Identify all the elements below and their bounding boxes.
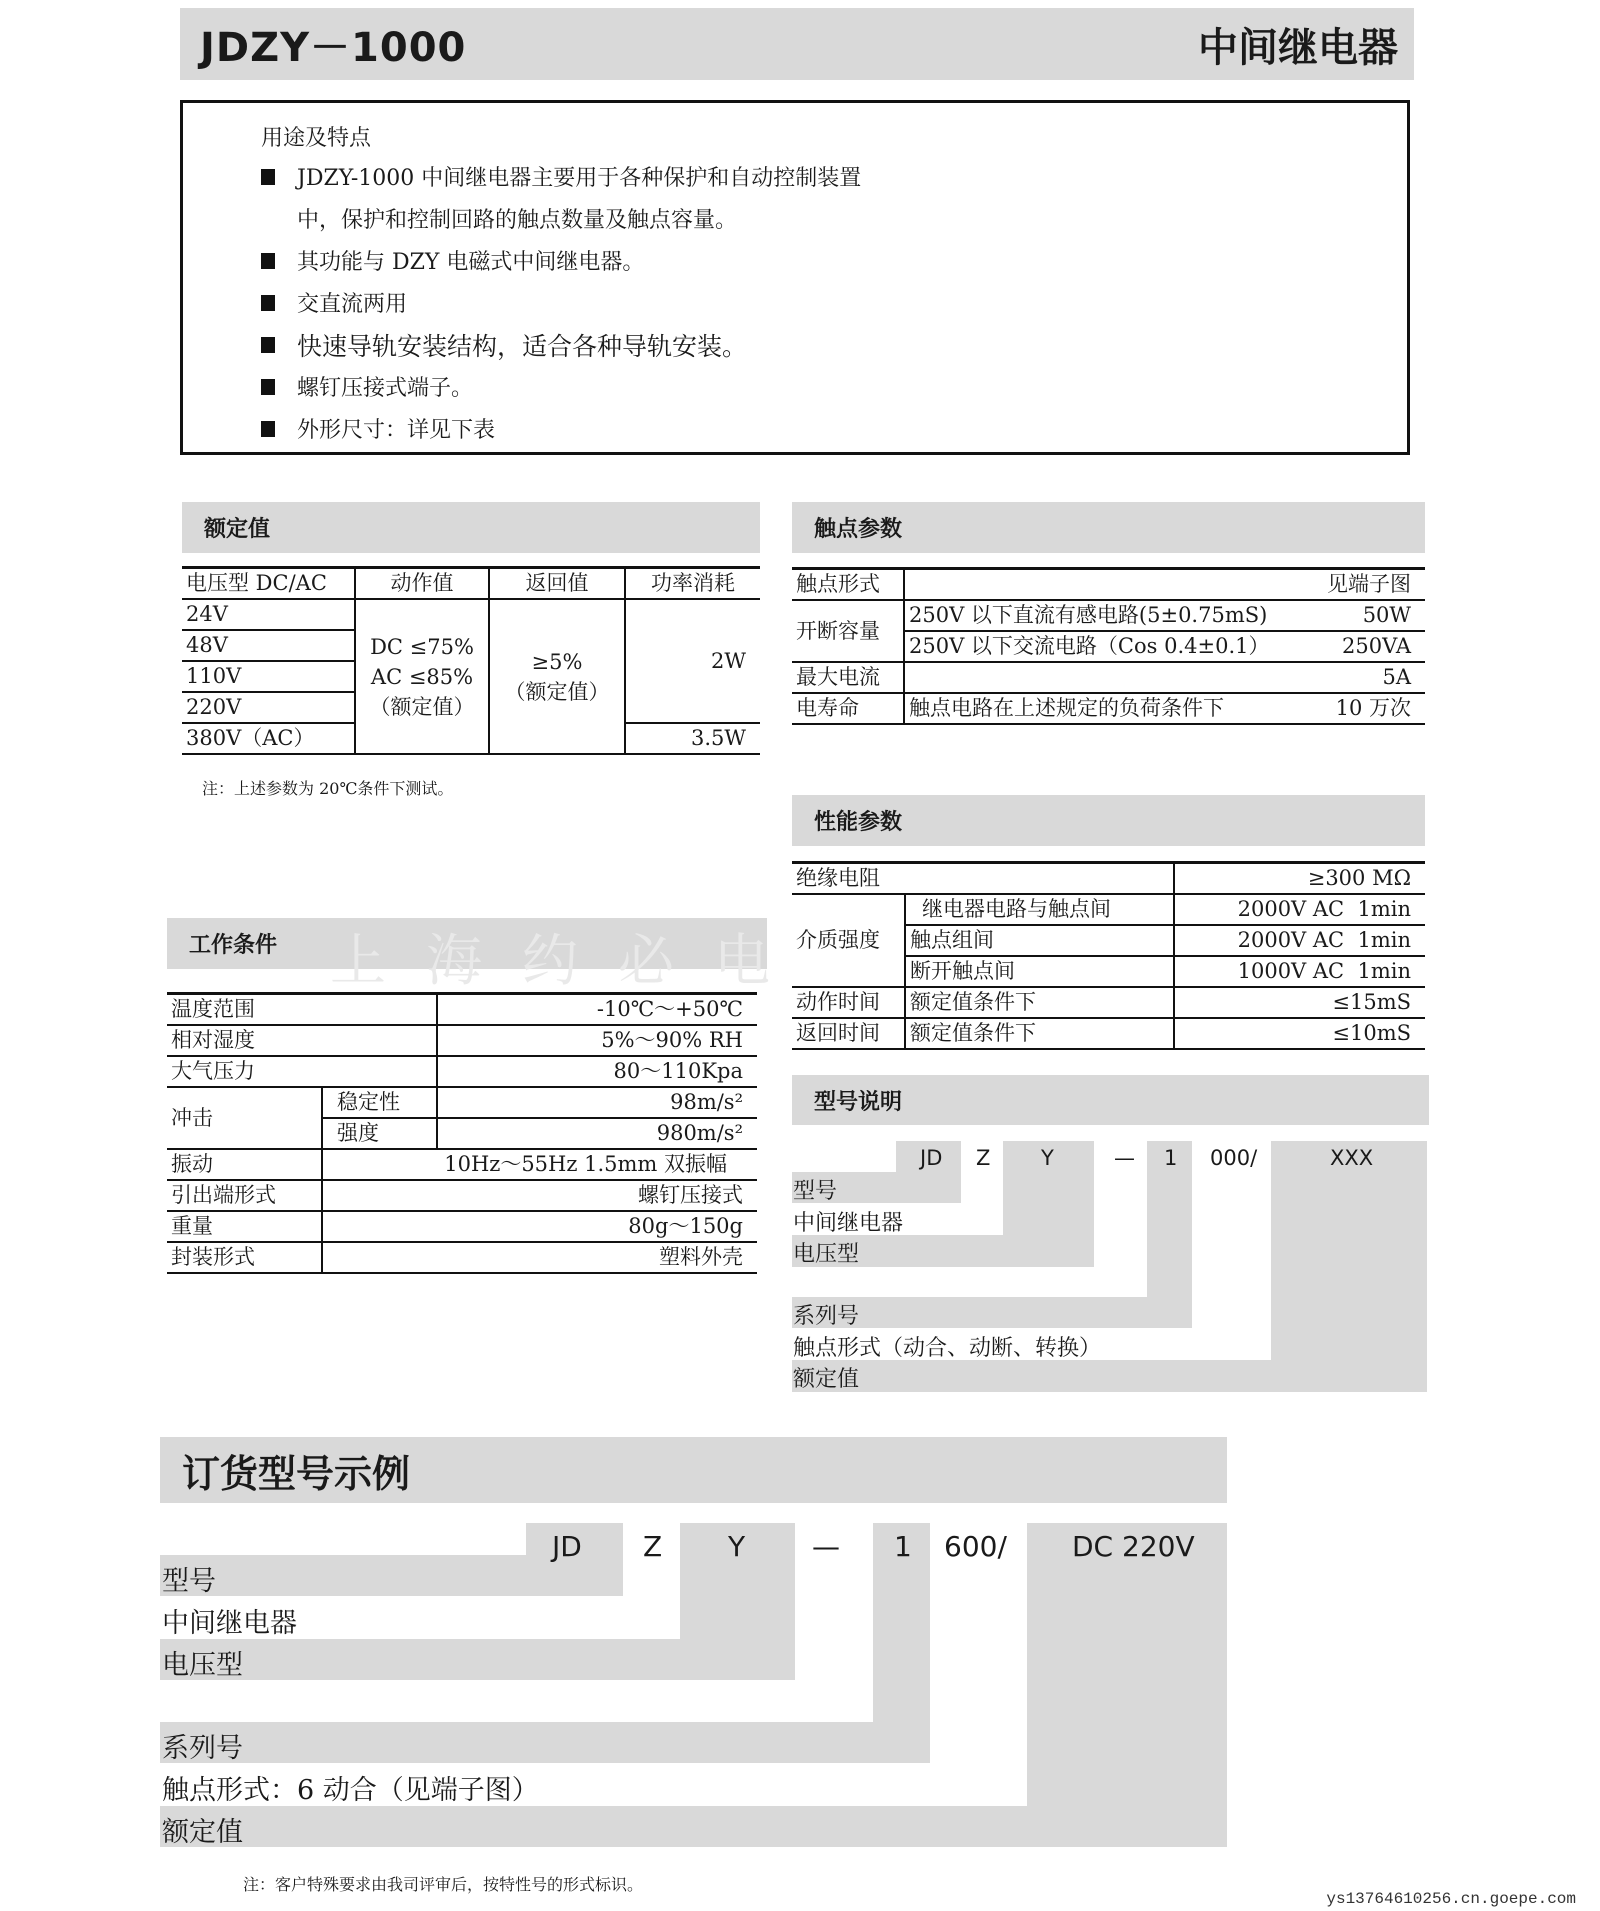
code-token: 000/ [1210,1146,1258,1170]
code-token: XXX [1330,1146,1374,1170]
model-title: JDZY－1000 [200,25,467,71]
table-row: 重量 80g～150g [167,1211,757,1242]
rated-note: 注：上述参数为 20℃条件下测试。 [202,779,454,798]
table-row: 大气压力 80～110Kpa [167,1056,757,1087]
bullet-square-icon [261,337,275,353]
code-token: Y [728,1530,746,1563]
code-label: 电压型 [793,1242,860,1267]
code-token: — [1114,1146,1135,1170]
feature-item: 交直流两用 [261,287,407,318]
voltage-cell: 24V [182,599,355,630]
table-row: 最大电流 5A [792,662,1425,693]
rated-values-header: 额定值 [182,502,760,553]
release-value-cell: ≥5% （额定值） [489,599,625,754]
bullet-square-icon [261,421,275,437]
performance-params-table [792,861,1425,1050]
code-token: Y [1041,1146,1054,1170]
table-row: 封装形式 塑料外壳 [167,1242,757,1273]
column-header: 动作值 [355,568,489,600]
working-conditions-table [167,992,757,1274]
feature-item-continuation: 中，保护和控制回路的触点数量及触点容量。 [297,208,738,233]
features-box [180,100,1410,455]
bullet-square-icon [261,379,275,395]
table-row: 冲击 稳定性 98m/s² [167,1087,757,1118]
table-row: 绝缘电阻 ≥300 MΩ [792,863,1425,895]
product-title: 中间继电器 [1198,25,1398,71]
features-heading: 用途及特点 [261,126,372,151]
performance-params-header: 性能参数 [792,795,1425,846]
code-token: 1 [1164,1146,1178,1170]
table-row: 引出端形式 螺钉压接式 [167,1180,757,1211]
table-row: 温度范围 -10℃～+50℃ [167,994,757,1026]
code-label: 中间继电器 [162,1608,297,1639]
rated-values-table [182,566,760,755]
code-label: 系列号 [162,1733,243,1764]
bullet-square-icon [261,295,275,311]
code-label: 触点形式（动合、动断、转换） [793,1336,1102,1361]
operate-value-cell: DC ≤75% AC ≤85% （额定值） [355,599,489,754]
bullet-square-icon [261,169,275,185]
feature-item: 其功能与 DZY 电磁式中间继电器。 [261,245,644,276]
footer-site: ys13764610256.cn.goepe.com [1326,1890,1576,1908]
feature-item: 螺钉压接式端子。 [261,371,473,402]
voltage-cell: 110V [182,661,355,692]
code-token: Z [976,1146,991,1170]
order-example-header: 订货型号示例 [160,1437,1227,1503]
table-row: 强度 980m/s² [167,1118,757,1149]
table-row: 断开触点间 1000V AC 1min [792,956,1425,987]
contact-params-table [792,567,1425,725]
voltage-cell: 380V（AC） [182,723,355,754]
code-label: 系列号 [793,1304,860,1329]
table-row [182,599,760,630]
table-row: 触点组间 2000V AC 1min [792,925,1425,956]
power-cell: 3.5W [625,723,760,754]
table-row: 介质强度 继电器电路与触点间 2000V AC 1min [792,894,1425,925]
code-token: Z [643,1530,663,1563]
code-label: 电压型 [162,1650,243,1681]
table-row: 触点形式 见端子图 [792,569,1425,601]
code-token: JD [920,1146,943,1170]
feature-item: JDZY-1000 中间继电器主要用于各种保护和自动控制装置 [261,161,861,192]
working-conditions-header: 工作条件 [167,918,767,969]
order-note: 注：客户特殊要求由我司评审后，按特性号的形式标识。 [243,1875,644,1894]
contact-params-header: 触点参数 [792,502,1425,553]
code-token: 1 [894,1530,912,1563]
feature-item: 外形尺寸：详见下表 [261,413,495,444]
code-token: DC 220V [1072,1530,1195,1563]
code-label: 型号 [793,1179,838,1204]
code-label: 型号 [162,1566,216,1597]
code-label: 触点形式：6 动合（见端子图） [162,1775,539,1806]
bullet-square-icon [261,253,275,269]
column-header: 电压型 DC/AC [182,568,355,600]
code-label: 中间继电器 [793,1211,904,1236]
table-row: 动作时间 额定值条件下 ≤15mS [792,987,1425,1018]
table-header-row [182,568,760,600]
model-desc-header: 型号说明 [792,1075,1429,1125]
power-cell: 2W [625,599,760,723]
table-row: 相对湿度 5%～90% RH [167,1025,757,1056]
table-row: 返回时间 额定值条件下 ≤10mS [792,1018,1425,1049]
column-header: 返回值 [489,568,625,600]
code-label: 额定值 [162,1817,243,1848]
watermark: 上海约必电 [330,929,810,994]
code-token: JD [552,1530,582,1563]
code-label: 额定值 [793,1367,860,1392]
table-row: 电寿命 触点电路在上述规定的负荷条件下 10 万次 [792,693,1425,724]
table-row: 开断容量 250V 以下直流有感电路(5±0.75mS) 50W [792,600,1425,631]
code-token: — [812,1530,840,1563]
voltage-cell: 48V [182,630,355,661]
table-row: 250V 以下交流电路（Cos 0.4±0.1） 250VA [792,631,1425,662]
voltage-cell: 220V [182,692,355,723]
feature-item: 快速导轨安装结构，适合各种导轨安装。 [261,327,747,363]
code-token: 600/ [944,1530,1007,1563]
column-header: 功率消耗 [625,568,760,600]
table-row: 振动 10Hz～55Hz 1.5mm 双振幅 [167,1149,757,1180]
